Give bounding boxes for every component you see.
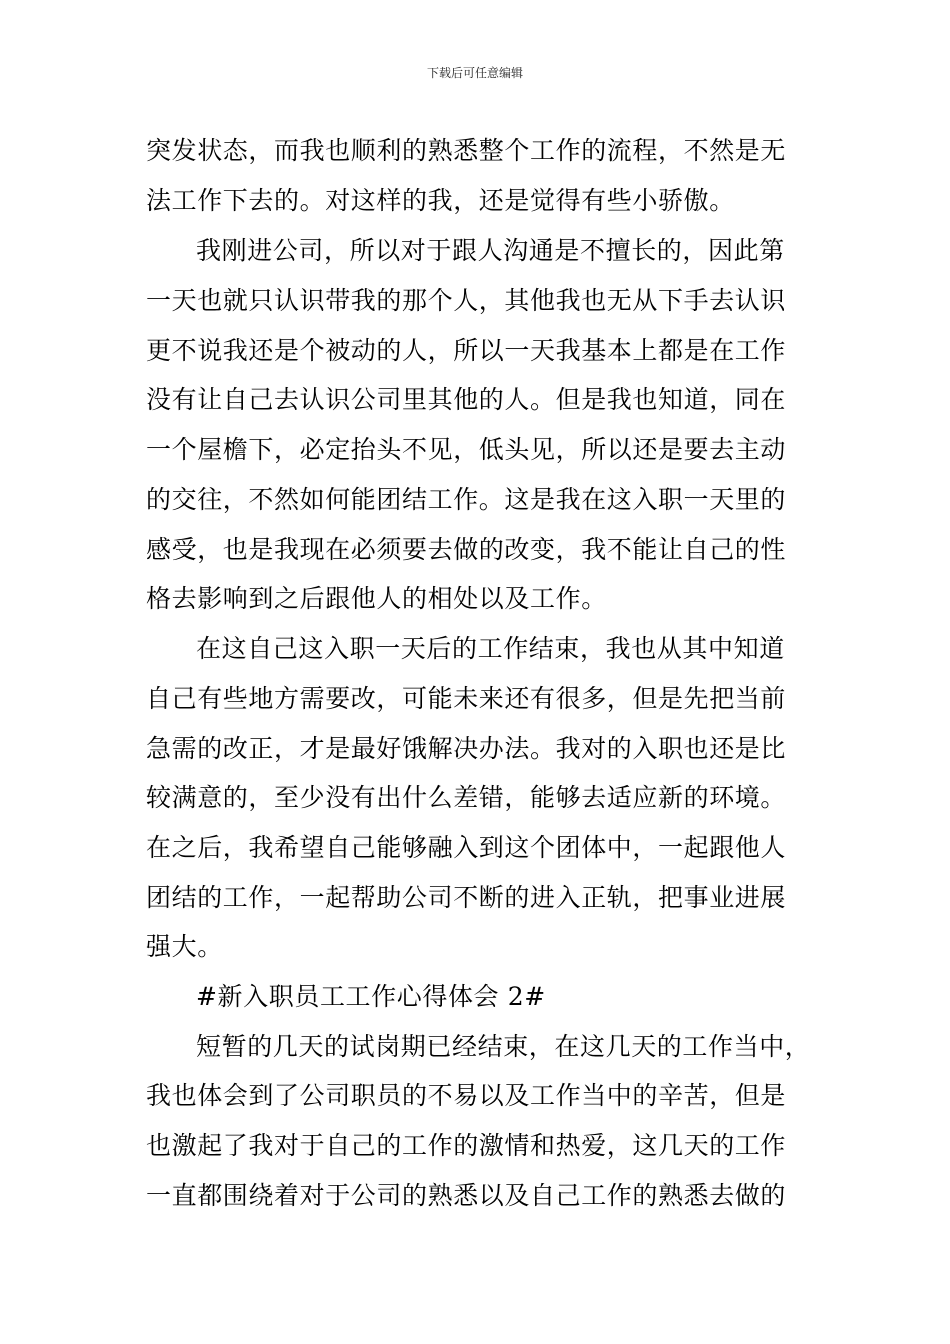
text-line: 在这自己这入职一天后的工作结束，我也从其中知道 (196, 634, 785, 663)
text-line: 也激起了我对于自己的工作的激情和热爱，这几天的工作 (146, 1131, 787, 1160)
text-line: 在之后，我希望自己能够融入到这个团体中，一起跟他人 (146, 833, 787, 862)
section-heading: #新入职员工工作心得体会 2# (196, 982, 546, 1011)
text-line: 我也体会到了公司职员的不易以及工作当中的辛苦，但是 (146, 1081, 787, 1110)
text-line: 强大。 (146, 932, 223, 961)
text-line: 团结的工作，一起帮助公司不断的进入正轨，把事业进展 (146, 883, 787, 912)
text-line: 急需的改正，才是最好饿解决办法。我对的入职也还是比 (146, 734, 787, 763)
text-line: 感受，也是我现在必须要去做的改变，我不能让自己的性 (146, 535, 787, 564)
page-header: 下载后可任意编辑 (426, 66, 523, 80)
text-line: 突发状态，而我也顺利的熟悉整个工作的流程，不然是无 (146, 136, 787, 165)
text-line: 自己有些地方需要改，可能未来还有很多，但是先把当前 (146, 684, 787, 713)
text-line: 较满意的，至少没有出什么差错，能够去适应新的环境。 (146, 783, 787, 812)
text-line: 一直都围绕着对于公司的熟悉以及自己工作的熟悉去做的 (146, 1181, 787, 1210)
text-line: 的交往，不然如何能团结工作。这是我在这入职一天里的 (146, 485, 787, 514)
text-line: 一天也就只认识带我的那个人，其他我也无从下手去认识 (146, 286, 787, 315)
text-line: 一个屋檐下，必定抬头不见，低头见，所以还是要去主动 (146, 435, 787, 464)
text-line: 法工作下去的。对这样的我，还是觉得有些小骄傲。 (146, 186, 735, 215)
text-line: 没有让自己去认识公司里其他的人。但是我也知道，同在 (146, 385, 787, 414)
text-line: 更不说我还是个被动的人，所以一天我基本上都是在工作 (146, 336, 787, 365)
text-line: 格去影响到之后跟他人的相处以及工作。 (146, 584, 607, 613)
text-line: 短暂的几天的试岗期已经结束，在这几天的工作当中， (196, 1032, 811, 1061)
text-line: 我刚进公司，所以对于跟人沟通是不擅长的，因此第 (196, 236, 785, 265)
